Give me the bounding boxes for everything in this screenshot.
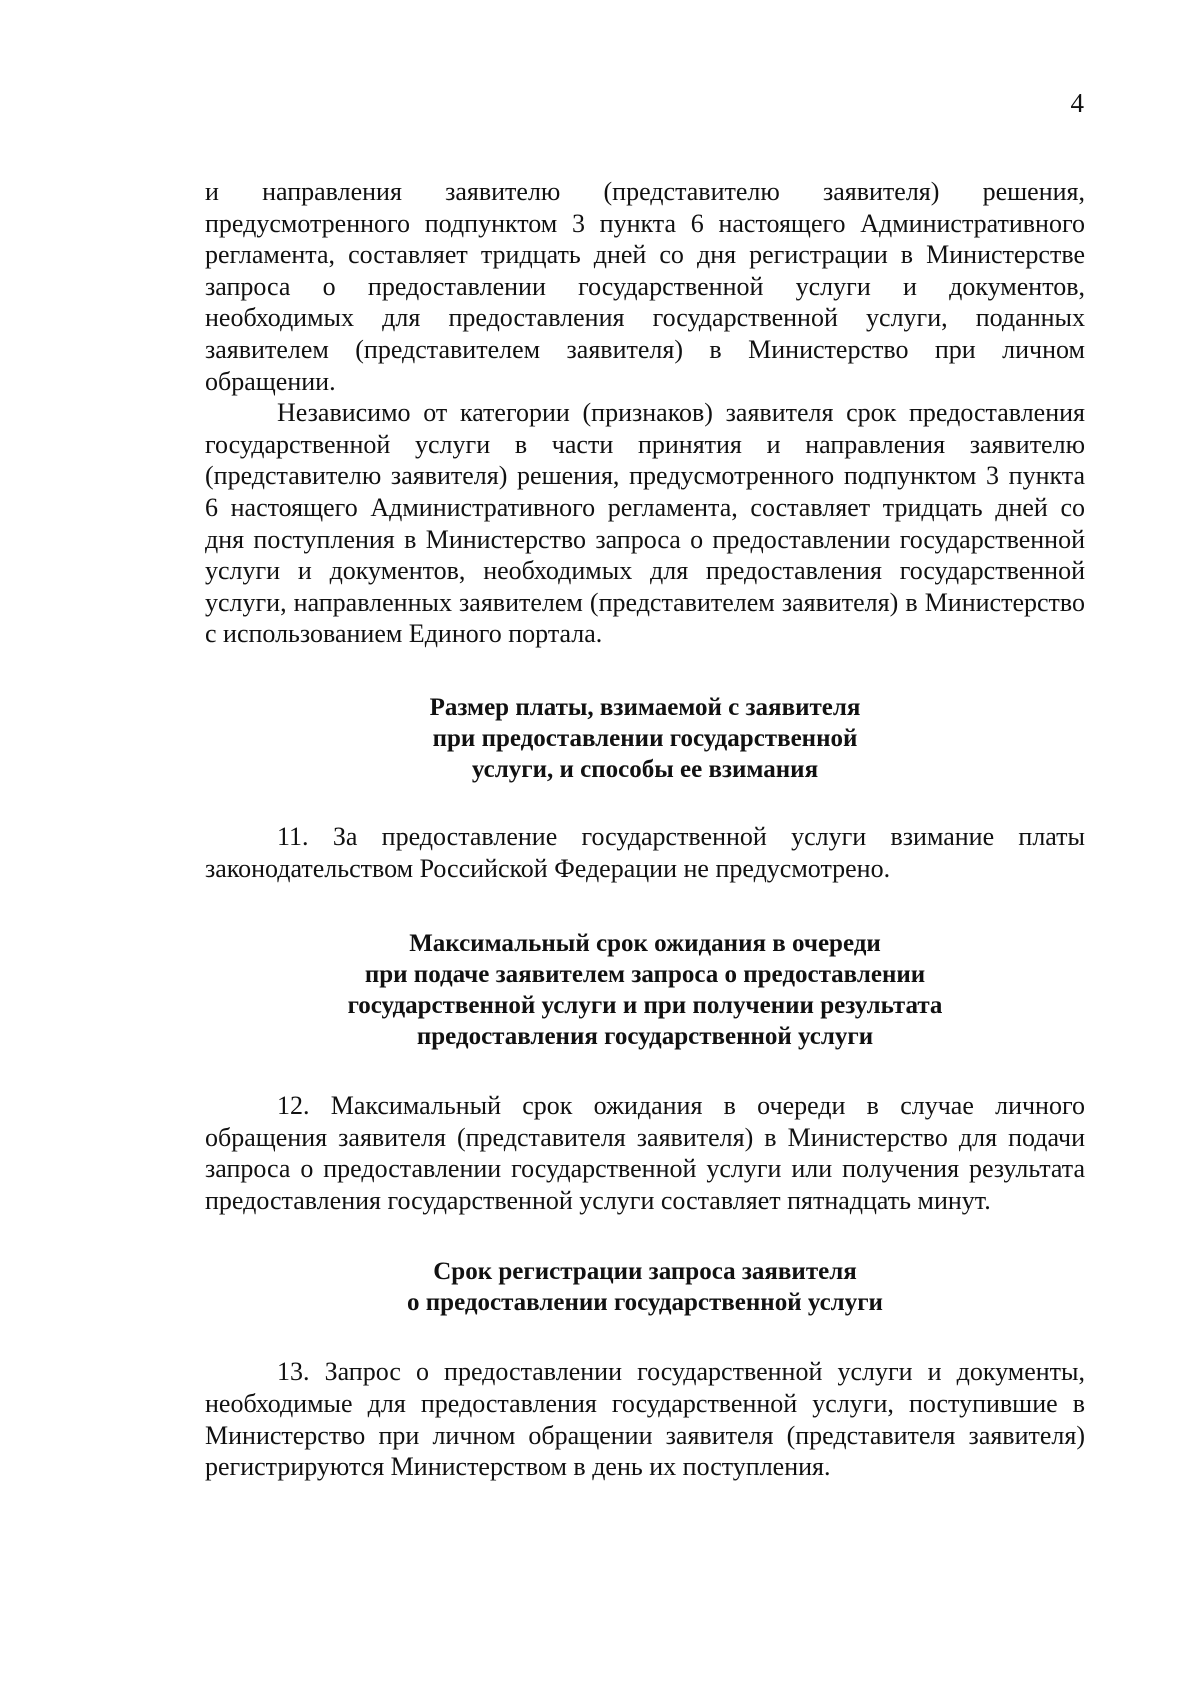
heading-line: при подаче заявителем запроса о предоставлении (364, 961, 926, 989)
page-number: 4 (1070, 88, 1084, 118)
document-body (205, 176, 1085, 1483)
heading-line: при предоставлении государственной (432, 724, 858, 752)
section-heading-queue (205, 928, 1085, 1052)
paragraph-13: 13. Запрос о предоставлении государственной услуги и документы, необходимые для предоставления государственной услуги, поступившие в Министерство при личном обращении заявителя (представителя заявителя) регистрируются Министерством в день их поступления. (205, 1357, 1085, 1482)
paragraph-12: 12. Максимальный срок ожидания в очереди в случае личного обращения заявителя (представителя заявителя) в Министерство для подачи запроса о предоставлении государственной услуги или получения результата предоставления государственной услуги составляет пятнадцать минут. (205, 1091, 1085, 1215)
heading-line: предоставления государственной услуги (416, 1023, 874, 1051)
heading-line: о предоставлении государственной услуги (407, 1289, 883, 1317)
paragraph-continuation: и направления заявителю (представителю заявителя) решения, предусмотренного подпунктом 3 пункта 6 настоящего Административного регламента, составляет тридцать дней со дня регистрации в Министерстве запроса о предоставлении государственной услуги и документов, необходимых для предоставления государственной услуги, поданных заявителем (представителем заявителя) в Министерство при личном обращении. (205, 177, 1085, 396)
heading-line: услуги, и способы ее взимания (471, 755, 819, 783)
heading-line: Срок регистрации запроса заявителя (433, 1258, 857, 1286)
heading-line: государственной услуги и при получении результата (347, 992, 943, 1020)
section-heading-fee (205, 692, 1085, 785)
paragraph-independent-term: Независимо от категории (признаков) заявителя срок предоставления государственной услуги в части принятия и направления заявителю (представителю заявителя) решения, предусмотренного подпунктом 3 пункта 6 настоящего Административного регламента, составляет тридцать дней со дня поступления в Министерство запроса о предоставлении государственной услуги и документов, необходимых для предоставления государственной услуги, направленных заявителем (представителем заявителя) в Министерство с использованием Единого портала. (205, 398, 1085, 649)
paragraph-11: 11. За предоставление государственной услуги взимание платы законодательством Российской Федерации не предусмотрено. (205, 821, 1085, 883)
section-heading-registration (205, 1256, 1085, 1318)
heading-line: Размер платы, взимаемой с заявителя (429, 693, 861, 721)
heading-line: Максимальный срок ожидания в очереди (409, 930, 881, 958)
